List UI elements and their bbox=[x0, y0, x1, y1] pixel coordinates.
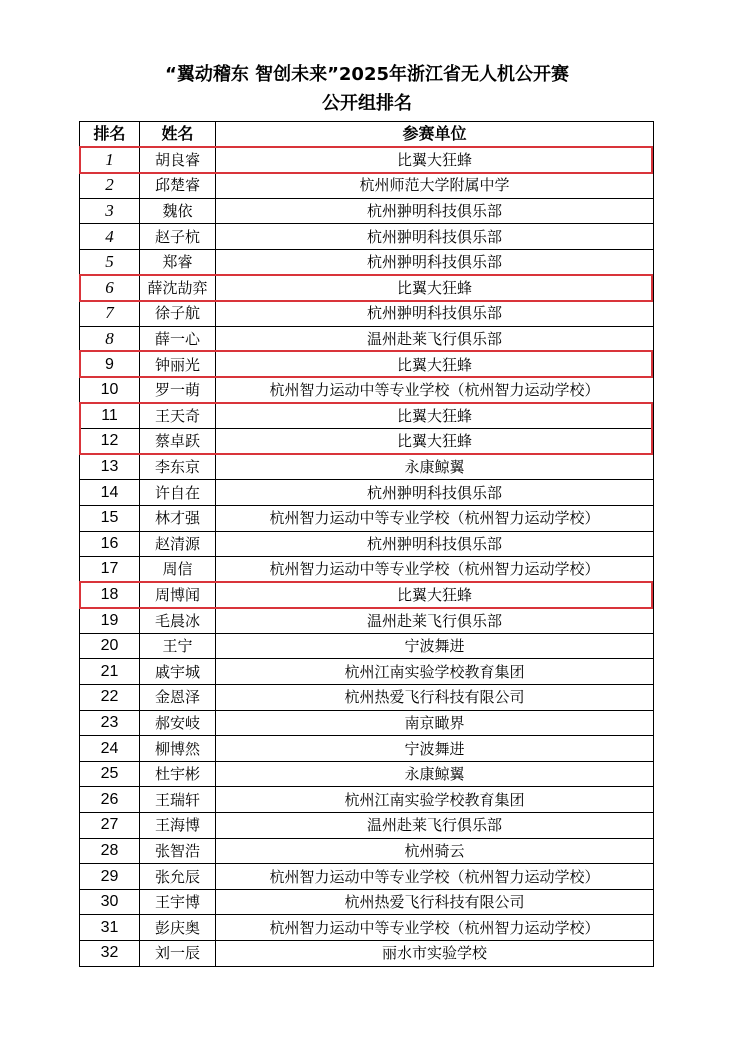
name-cell: 蔡卓跃 bbox=[140, 429, 216, 455]
table-row bbox=[80, 198, 654, 224]
org-cell: 杭州智力运动中等专业学校（杭州智力运动学校） bbox=[216, 505, 654, 531]
org-cell: 比翼大狂蜂 bbox=[216, 352, 654, 378]
rank-cell: 23 bbox=[80, 710, 140, 736]
rank-cell: 7 bbox=[80, 301, 140, 327]
table-row bbox=[80, 301, 654, 327]
org-cell: 杭州智力运动中等专业学校（杭州智力运动学校） bbox=[216, 864, 654, 890]
org-cell: 杭州江南实验学校教育集团 bbox=[216, 659, 654, 685]
rank-cell: 12 bbox=[80, 429, 140, 455]
table-row bbox=[80, 249, 654, 275]
name-cell: 刘一辰 bbox=[140, 941, 216, 967]
name-cell: 王宁 bbox=[140, 633, 216, 659]
table-header-row bbox=[80, 122, 654, 148]
table-row bbox=[80, 736, 654, 762]
table-row bbox=[80, 147, 654, 173]
name-cell: 魏依 bbox=[140, 198, 216, 224]
org-cell: 杭州翀明科技俱乐部 bbox=[216, 224, 654, 250]
name-cell: 赵清源 bbox=[140, 531, 216, 557]
table-row bbox=[80, 608, 654, 634]
rank-cell: 4 bbox=[80, 224, 140, 250]
rank-cell: 30 bbox=[80, 889, 140, 915]
org-cell: 杭州骑云 bbox=[216, 838, 654, 864]
table-row bbox=[80, 838, 654, 864]
name-cell: 周博闻 bbox=[140, 582, 216, 608]
name-cell: 王宇博 bbox=[140, 889, 216, 915]
name-cell: 王瑞轩 bbox=[140, 787, 216, 813]
rank-cell: 2 bbox=[80, 173, 140, 199]
name-cell: 彭庆奥 bbox=[140, 915, 216, 941]
rank-cell: 18 bbox=[80, 582, 140, 608]
rank-cell: 8 bbox=[80, 326, 140, 352]
document-subtitle: 公开组排名 bbox=[322, 93, 412, 114]
rank-cell: 26 bbox=[80, 787, 140, 813]
rank-cell: 13 bbox=[80, 454, 140, 480]
table-row bbox=[80, 403, 654, 429]
org-cell: 南京瞰界 bbox=[216, 710, 654, 736]
rank-cell: 10 bbox=[80, 377, 140, 403]
rank-cell: 24 bbox=[80, 736, 140, 762]
rank-cell: 11 bbox=[80, 403, 140, 429]
ranking-table bbox=[79, 121, 654, 967]
table-row bbox=[80, 787, 654, 813]
table-row bbox=[80, 941, 654, 967]
name-cell: 邱楚睿 bbox=[140, 173, 216, 199]
org-cell: 杭州智力运动中等专业学校（杭州智力运动学校） bbox=[216, 377, 654, 403]
name-cell: 张允辰 bbox=[140, 864, 216, 890]
header-org: 参赛单位 bbox=[216, 122, 654, 148]
table-row bbox=[80, 633, 654, 659]
table-row bbox=[80, 710, 654, 736]
name-cell: 许自在 bbox=[140, 480, 216, 506]
org-cell: 温州赴莱飞行俱乐部 bbox=[216, 326, 654, 352]
rank-cell: 3 bbox=[80, 198, 140, 224]
table-row bbox=[80, 685, 654, 711]
name-cell: 薛一心 bbox=[140, 326, 216, 352]
name-cell: 戚宇城 bbox=[140, 659, 216, 685]
name-cell: 赵子杭 bbox=[140, 224, 216, 250]
table-row bbox=[80, 352, 654, 378]
table-row bbox=[80, 173, 654, 199]
org-cell: 比翼大狂蜂 bbox=[216, 582, 654, 608]
rank-cell: 19 bbox=[80, 608, 140, 634]
rank-cell: 20 bbox=[80, 633, 140, 659]
org-cell: 杭州翀明科技俱乐部 bbox=[216, 198, 654, 224]
org-cell: 丽水市实验学校 bbox=[216, 941, 654, 967]
org-cell: 温州赴莱飞行俱乐部 bbox=[216, 813, 654, 839]
rank-cell: 31 bbox=[80, 915, 140, 941]
rank-cell: 17 bbox=[80, 557, 140, 583]
name-cell: 徐子航 bbox=[140, 301, 216, 327]
org-cell: 温州赴莱飞行俱乐部 bbox=[216, 608, 654, 634]
org-cell: 杭州智力运动中等专业学校（杭州智力运动学校） bbox=[216, 557, 654, 583]
name-cell: 杜宇彬 bbox=[140, 761, 216, 787]
name-cell: 李东京 bbox=[140, 454, 216, 480]
name-cell: 王天奇 bbox=[140, 403, 216, 429]
table-row bbox=[80, 915, 654, 941]
org-cell: 杭州翀明科技俱乐部 bbox=[216, 249, 654, 275]
table-row bbox=[80, 377, 654, 403]
name-cell: 张智浩 bbox=[140, 838, 216, 864]
header-rank: 排名 bbox=[80, 122, 140, 148]
name-cell: 薛沈劼弈 bbox=[140, 275, 216, 301]
table-row bbox=[80, 326, 654, 352]
name-cell: 胡良睿 bbox=[140, 147, 216, 173]
org-cell: 杭州江南实验学校教育集团 bbox=[216, 787, 654, 813]
name-cell: 毛晨冰 bbox=[140, 608, 216, 634]
table-row bbox=[80, 531, 654, 557]
rank-cell: 25 bbox=[80, 761, 140, 787]
name-cell: 林才强 bbox=[140, 505, 216, 531]
name-cell: 周信 bbox=[140, 557, 216, 583]
table-row bbox=[80, 813, 654, 839]
name-cell: 罗一萌 bbox=[140, 377, 216, 403]
org-cell: 永康鲸翼 bbox=[216, 454, 654, 480]
table-row bbox=[80, 889, 654, 915]
header-name: 姓名 bbox=[140, 122, 216, 148]
rank-cell: 5 bbox=[80, 249, 140, 275]
rank-cell: 28 bbox=[80, 838, 140, 864]
rank-cell: 9 bbox=[80, 352, 140, 378]
table-body bbox=[80, 147, 654, 966]
org-cell: 比翼大狂蜂 bbox=[216, 403, 654, 429]
rank-cell: 32 bbox=[80, 941, 140, 967]
rank-cell: 27 bbox=[80, 813, 140, 839]
table-row bbox=[80, 659, 654, 685]
table-row bbox=[80, 429, 654, 455]
rank-cell: 6 bbox=[80, 275, 140, 301]
table-row bbox=[80, 582, 654, 608]
org-cell: 杭州师范大学附属中学 bbox=[216, 173, 654, 199]
org-cell: 比翼大狂蜂 bbox=[216, 147, 654, 173]
table-row bbox=[80, 505, 654, 531]
rank-cell: 21 bbox=[80, 659, 140, 685]
rank-cell: 15 bbox=[80, 505, 140, 531]
rank-cell: 1 bbox=[80, 147, 140, 173]
org-cell: 永康鲸翼 bbox=[216, 761, 654, 787]
rank-cell: 22 bbox=[80, 685, 140, 711]
name-cell: 钟丽光 bbox=[140, 352, 216, 378]
table-row bbox=[80, 557, 654, 583]
org-cell: 比翼大狂蜂 bbox=[216, 429, 654, 455]
rank-cell: 14 bbox=[80, 480, 140, 506]
name-cell: 王海博 bbox=[140, 813, 216, 839]
org-cell: 杭州热爱飞行科技有限公司 bbox=[216, 889, 654, 915]
org-cell: 杭州智力运动中等专业学校（杭州智力运动学校） bbox=[216, 915, 654, 941]
document-title: “翼动稽东 智创未来”2025年浙江省无人机公开赛 bbox=[164, 64, 570, 85]
table-row bbox=[80, 761, 654, 787]
org-cell: 杭州翀明科技俱乐部 bbox=[216, 301, 654, 327]
name-cell: 柳博然 bbox=[140, 736, 216, 762]
org-cell: 杭州翀明科技俱乐部 bbox=[216, 531, 654, 557]
org-cell: 杭州热爱飞行科技有限公司 bbox=[216, 685, 654, 711]
org-cell: 宁波舞进 bbox=[216, 633, 654, 659]
table-row bbox=[80, 224, 654, 250]
table-row bbox=[80, 864, 654, 890]
table-row bbox=[80, 275, 654, 301]
name-cell: 郝安岐 bbox=[140, 710, 216, 736]
name-cell: 金恩泽 bbox=[140, 685, 216, 711]
org-cell: 比翼大狂蜂 bbox=[216, 275, 654, 301]
org-cell: 宁波舞进 bbox=[216, 736, 654, 762]
rank-cell: 16 bbox=[80, 531, 140, 557]
rank-cell: 29 bbox=[80, 864, 140, 890]
table-row bbox=[80, 454, 654, 480]
table-row bbox=[80, 480, 654, 506]
name-cell: 郑睿 bbox=[140, 249, 216, 275]
org-cell: 杭州翀明科技俱乐部 bbox=[216, 480, 654, 506]
